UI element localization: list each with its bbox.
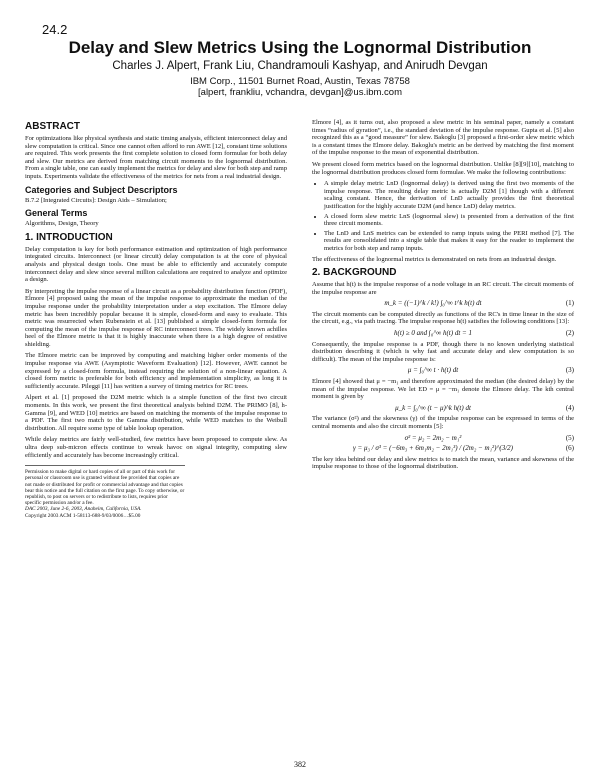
equation-formula: γ = μ₃ / σ³ = (−6m₃ + 6m₁m₂ − 2m₁³) / (2m₂ − m₁²)^(3/2) [352, 444, 513, 453]
equation-formula: σ² = μ₂ = 2m₂ − m₁² [404, 433, 462, 442]
paper-authors: Charles J. Alpert, Frank Liu, Chandramouli Kashyap, and Anirudh Devgan [112, 60, 488, 72]
left-column [25, 119, 287, 519]
equation-number: (1) [565, 299, 574, 308]
intro-paragraph-4: Alpert et al. [1] proposed the D2M metric which is a simple function of the first two circuit moments. In this work, we present the first theoretical analysis behind D2M. The PRIMO [8], h-Gamma [9], and WED [10] metrics are based on matching the moments of the impulse response to a PDF. The first two match to the Gamma distribution, while WED matches to the Weibull distribution. All require some type of table lookup operation. [25, 394, 287, 432]
intro-paragraph-3: The Elmore metric can be improved by computing and matching higher order moments of the impulse response via AWE (Asymptotic Waveform Evaluation) [12]. However, AWE cannot be expressed by a closed-form formula, instead requiring the solution of a non-linear equation. A closed form metric is preferable for both efficiency and implementation simplicity, as long it is sufficiently accurate. Pileggi [11] has written a survey of timing metrics for RC trees. [25, 352, 287, 390]
background-paragraph-3: Consequently, the impulse response is a PDF, though there is no known underlying statistical distribution describing it (which is why fast and accurate delay and slew computation is so difficult). The mean of the impulse response is: [312, 340, 574, 363]
background-paragraph-5: The variance (σ²) and the skewness (γ) of the impulse response can be expressed in terms of the central moments and also the circuit moments [5]: [312, 415, 574, 430]
right-paragraph-2: We present closed form metrics based on the lognormal distribution. Unlike [8][9][10], matching to the lognormal distribution produces closed form formulae. We make the following contributions: [312, 160, 574, 176]
paper-title: Delay and Slew Metrics Using the Lognormal Distribution [68, 38, 532, 57]
contribution-item: • A simple delay metric LnD (lognormal delay) is derived using the first two moments of the impulse response. The resulting delay metric is actually D2M [1] though with a different scaling constant. Hence, the derivation of LnD actually provides the first theoretical justification for the highly accurate D2M (and hence LnD) delay metrics. [324, 180, 574, 210]
abstract-text: For optimizations like physical synthesis and static timing analysis, efficient interconnect delay and slew computation is critical. Since one cannot often afford to run AWE [12], constant time solutions are required. This work presents the first complete solution to closed form formulae for both delay and slew. Our metrics are derived from matching circuit moments to the lognormal distribution. From a single table, one can easily implement the metrics for delay and slew for both step and ramp inputs. Experiments validate the effectiveness of the metrics for nets from a real industrial design. [25, 135, 287, 180]
author-affiliation [0, 76, 600, 98]
equation-6 [312, 445, 574, 453]
background-paragraph-4: Elmore [4] showed that μ = −m₁ and therefore approximated the median (the desired delay) by the mean of the impulse response. We let ED = μ = −m₁ denote the Elmore delay. The kth central moment is given by [312, 378, 574, 401]
affiliation-address: IBM Corp., 11501 Burnet Road, Austin, Texas 78758 [190, 76, 410, 87]
right-column [312, 119, 574, 475]
session-number: 24.2 [42, 22, 68, 37]
abstract-heading: ABSTRACT [25, 121, 80, 132]
intro-paragraph-2: By interpreting the impulse response of a linear circuit as a probability distribution function (PDF), Elmore [4] proposed using the mean of the impulse response to approximate the median of the impulse response under the probability interpretation under a step excitation. The Elmore delay metric has been incredibly popular because it is simple, closed-form and easy to evaluate. This metric was resurrected when Rubenstein et al. [13] published a simple closed-form formula for computing the mean of the impulse response of RC interconnect trees. The widely known achilles heel of the Elmore metric is that it is highly inaccurate when there is a high degree of resistive shielding. [25, 287, 287, 348]
background-heading: 2. BACKGROUND [312, 267, 397, 279]
contribution-list [312, 180, 574, 252]
conference-info: DAC 2003, June 2-6, 2003, Anaheim, California, USA. [25, 506, 142, 513]
equation-number: (2) [565, 329, 574, 338]
contribution-item: • The LnD and LnS metrics can be extended to ramp inputs using the PERI method [7]. The results are consolidated into a single table that makes it easy for the reader to implement the metrics for both step and ramp inputs. [324, 230, 574, 253]
copyright-line: Copyright 2003 ACM 1-58113-688-9/03/0006…$5.00 [25, 512, 141, 519]
categories-text: B.7.2 [Integrated Circuits]: Design Aids – Simulation; [25, 196, 167, 204]
equation-5 [312, 435, 574, 443]
right-paragraph-1: Elmore [4], as it turns out, also proposed a slew metric in his seminal paper, namely a constant times “radius of gyration”, i.e., the standard deviation of the impulse response. Gupta et al. [5] also recognized this as a “good measure” for slew. Bakoglu [3] proposed a first-order slew metric which is a constant times the Elmore delay. Bakoglu's metric an be derived by matching the first moment of the impulse response to the mean of exponential distribution. [312, 119, 574, 157]
general-terms-heading: General Terms [25, 208, 88, 219]
equation-formula: m_k = ((−1)^k / k!) ∫₀^∞ t^k h(t) dt [384, 299, 482, 308]
equation-1 [312, 300, 574, 308]
affiliation-emails: [alpert, frankliu, vchandra, devgan]@us.ibm.com [198, 87, 402, 98]
equation-number: (4) [565, 403, 574, 412]
permission-text: Permission to make digital or hard copies of all or part of this work for personal or classroom use is granted without fee provided that copies are not made or distributed for profit or commercial advantage and that copies bear this notice and the full citation on the first page. To copy otherwise, or republish, to post on servers or to redistribute to lists, requires prior specific permission and/or a fee. [25, 469, 185, 507]
equation-3 [312, 367, 574, 375]
categories-heading: Categories and Subject Descriptors [25, 184, 178, 195]
equation-2 [312, 330, 574, 338]
equation-4 [312, 405, 574, 413]
equation-formula: h(t) ≥ 0 and ∫₀^∞ h(t) dt = 1 [393, 329, 473, 338]
intro-paragraph-5: While delay metrics are fairly well-studied, few metrics have been proposed to compute slew. As ultra deep sub-micron effects continue to wreak havoc on signal integrity, computing slew efficiently and accurately has become increasingly critical. [25, 436, 287, 459]
equation-number: (5) [565, 433, 574, 442]
equation-formula: μ = ∫₀^∞ t · h(t) dt [407, 366, 459, 375]
page-number: 382 [294, 760, 306, 769]
intro-paragraph-1: Delay computation is key for both performance estimation and optimization of high performance integrated circuits. Interconnect (or linear circuit) delay computation is at the core of physical analysis and physical design tools. One must be able to efficiently and accurately compute interconnect delay and slew since several million calculations are required to analyze and optimize a design. [25, 245, 287, 284]
background-paragraph-1: Assume that h(t) is the impulse response of a node voltage in an RC circuit. The circuit moments of the impulse response are [312, 281, 574, 296]
background-paragraph-2: The circuit moments can be computed directly as functions of the RC's in time linear in the size of the circuit, e.g., via path tracing. The impulse response h(t) satisfies the following conditions [13]: [312, 310, 574, 326]
introduction-heading: 1. INTRODUCTION [25, 231, 113, 243]
general-terms-text: Algorithms, Design, Theory [25, 220, 99, 228]
contribution-item: • A closed form slew metric LnS (lognormal slew) is presented from a derivation of the first three circuit moments. [324, 213, 574, 228]
equation-formula: μ_k = ∫₀^∞ (t − μ)^k h(t) dt [395, 403, 471, 412]
equation-number: (3) [565, 366, 574, 375]
permission-notice [25, 465, 185, 519]
equation-number: (6) [565, 444, 574, 453]
right-paragraph-3: The effectiveness of the lognormal metrics is demonstrated on nets from an industrial design. [312, 255, 557, 263]
background-paragraph-6: The key idea behind our delay and slew metrics is to match the mean, variance and skewness of the impulse response to those of the lognormal distribution. [312, 455, 574, 471]
